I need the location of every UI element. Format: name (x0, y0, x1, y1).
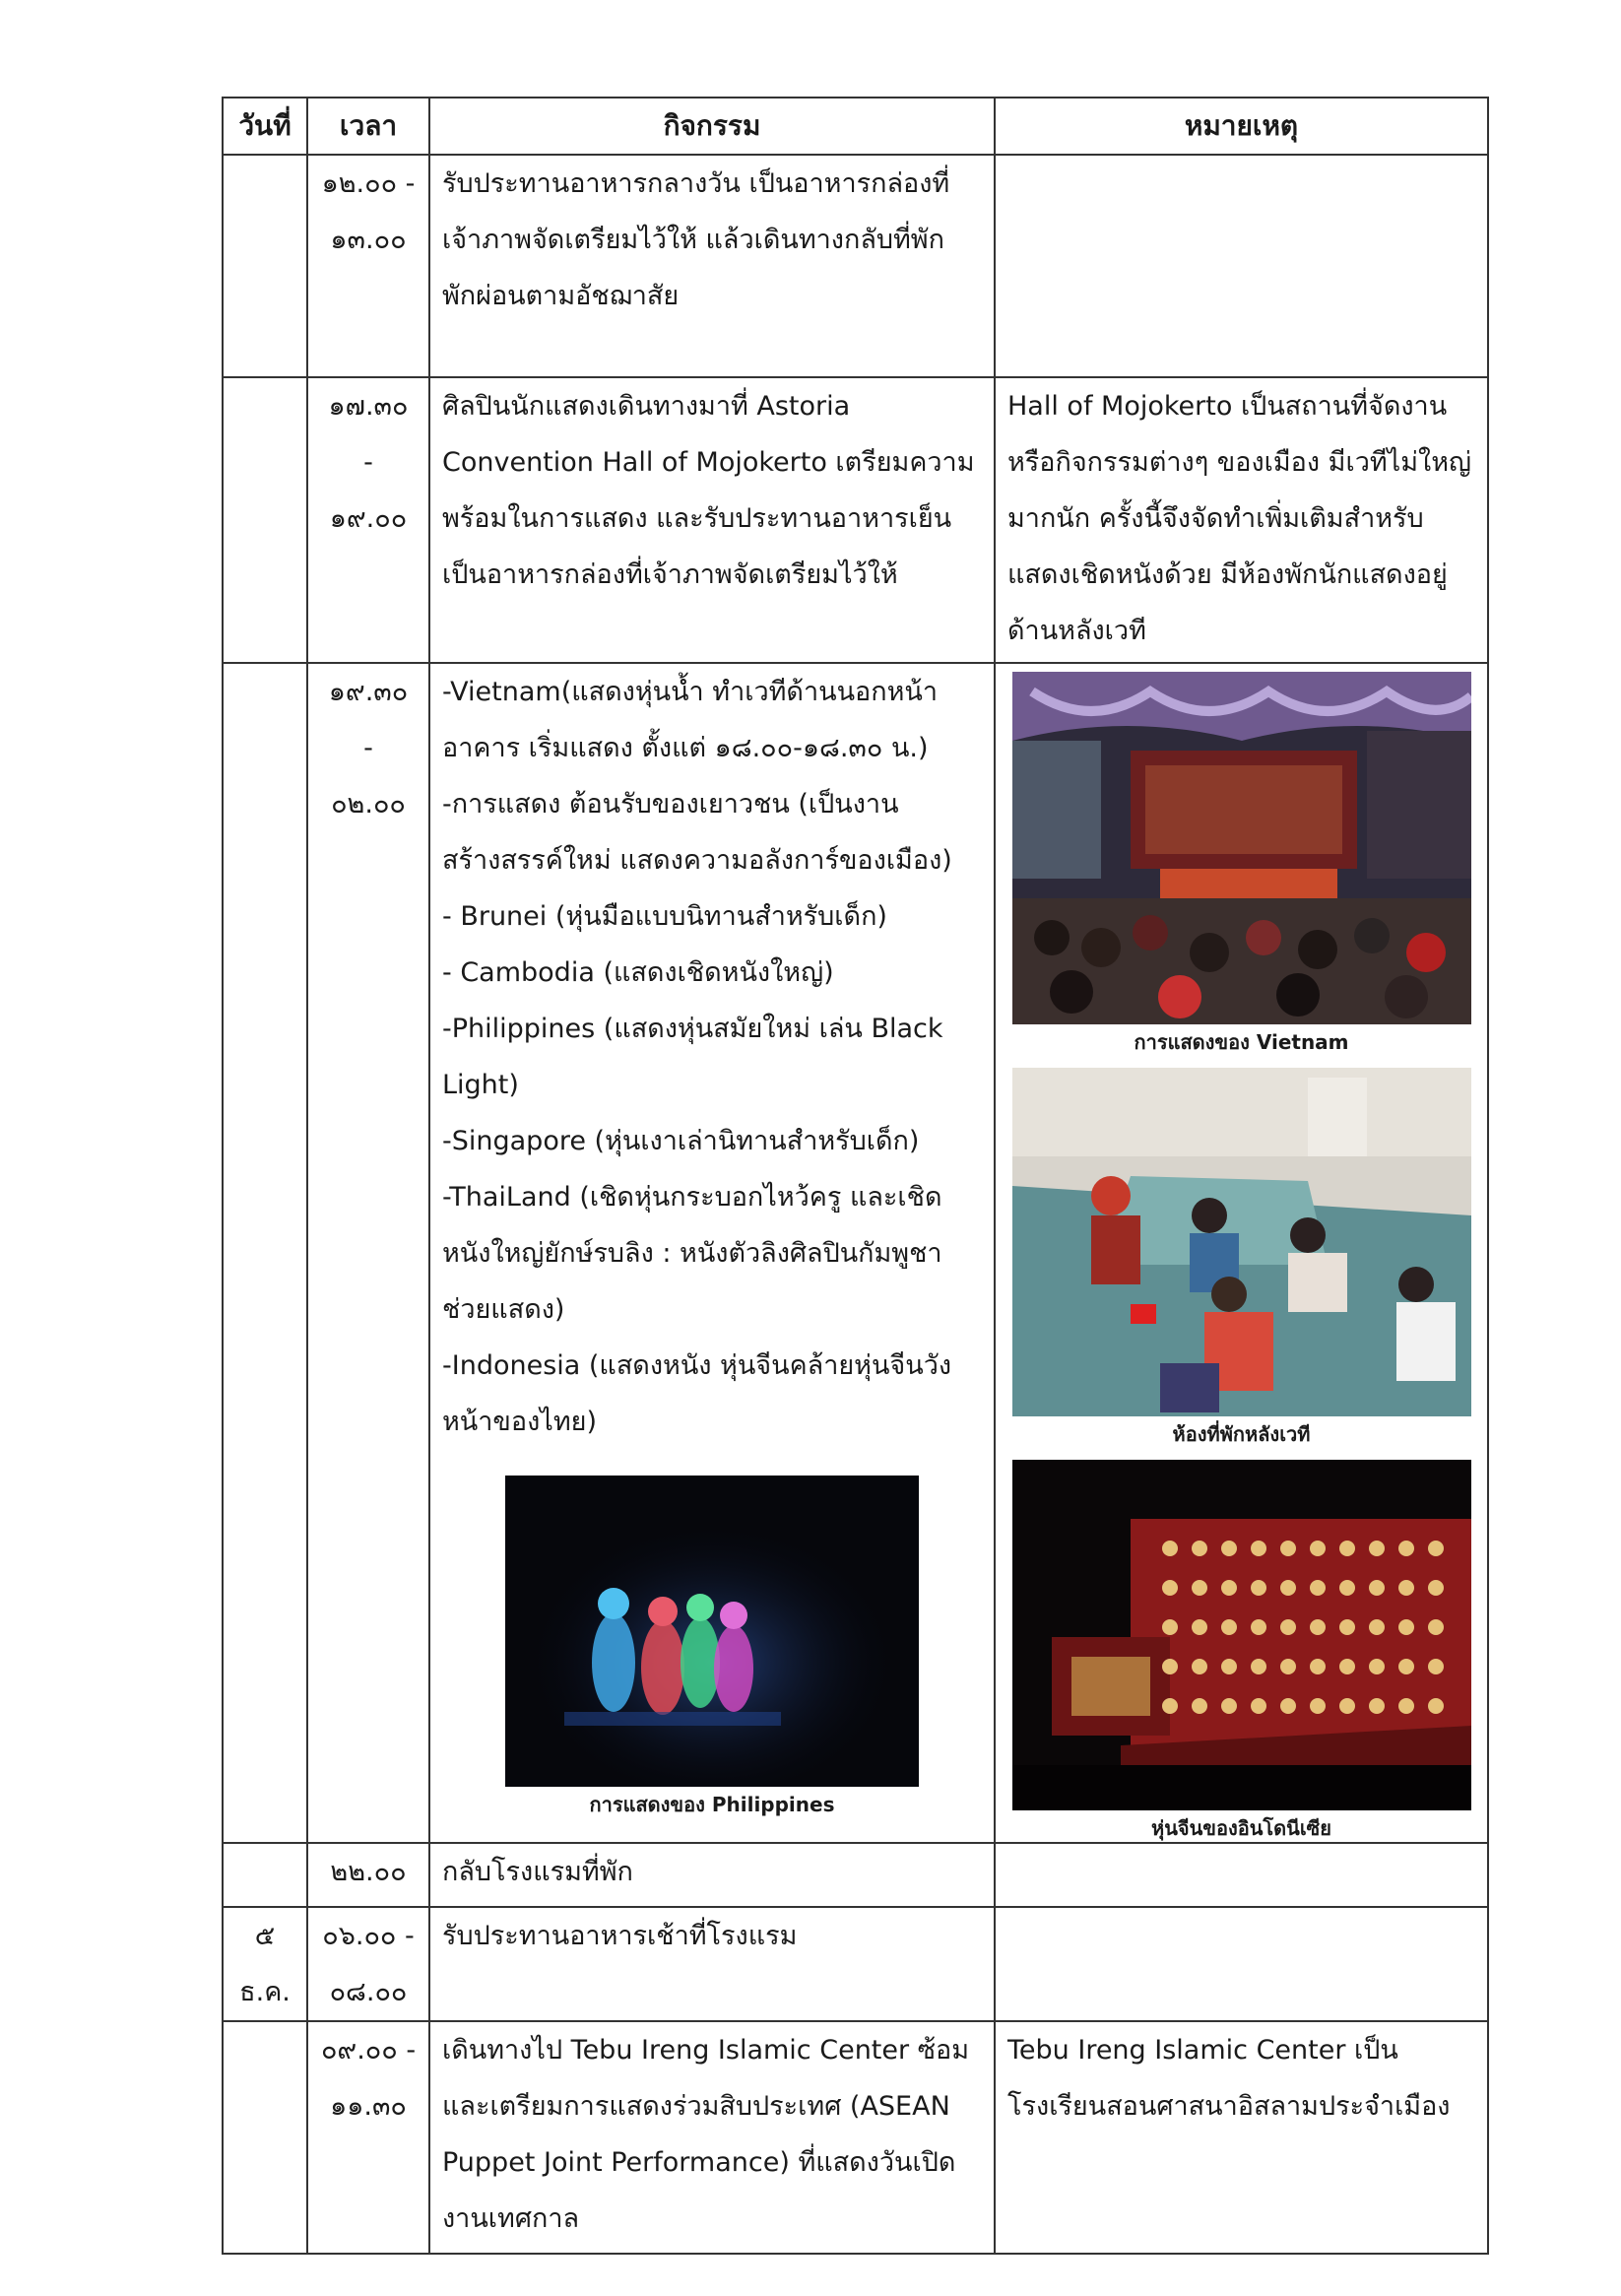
activity-cell (429, 663, 995, 1843)
table-row (223, 155, 1488, 377)
time-cell: ๑๙.๓๐ - ๐๒.๐๐ (307, 663, 429, 1843)
time-cell: ๒๒.๐๐ (307, 1843, 429, 1907)
activity-cell: กลับโรงแรมที่พัก (429, 1843, 995, 1907)
vietnam-performance-photo (1012, 672, 1471, 1024)
day-cell (223, 377, 307, 663)
activity-cell: ศิลปินนักแสดงเดินทางมาที่ Astoria Convention Hall of Mojokerto เตรียมความ พร้อมในการแสดง และรับประทานอาหารเย็น เป็นอาหารกล่องที่เจ้าภาพจัดเตรียมไว้ให้ (429, 377, 995, 663)
table-row (223, 377, 1488, 663)
header-time: เวลา (307, 98, 429, 155)
photo-caption: การแสดงของ Philippines (589, 1793, 835, 1816)
photo-caption: หุ่นจีนของอินโดนีเซีย (1151, 1816, 1331, 1840)
header-day: วันที่ (223, 98, 307, 155)
table-row (223, 1843, 1488, 1907)
backstage-room-photo (1012, 1068, 1471, 1416)
time-cell: ๐๖.๐๐ - ๐๘.๐๐ (307, 1907, 429, 2021)
table-row (223, 2021, 1488, 2254)
day-cell (223, 1843, 307, 1907)
table-row (223, 1907, 1488, 2021)
day-cell (223, 663, 307, 1843)
note-cell: Tebu Ireng Islamic Center เป็น โรงเรียนสอนศาสนาอิสลามประจำเมือง (995, 2021, 1488, 2254)
activity-cell: รับประทานอาหารกลางวัน เป็นอาหารกล่องที่ เจ้าภาพจัดเตรียมไว้ให้ แล้วเดินทางกลับที่พัก พักผ่อนตามอัชฌาสัย (429, 155, 995, 377)
note-cell (995, 1907, 1488, 2021)
indonesian-puppets-photo (1012, 1460, 1471, 1810)
photo-caption: ห้องที่พักหลังเวที (1172, 1422, 1311, 1446)
note-cell (995, 1843, 1488, 1907)
header-note: หมายเหตุ (995, 98, 1488, 155)
photo-caption: การแสดงของ Vietnam (1134, 1030, 1349, 1054)
time-cell: ๑๗.๓๐ - ๑๙.๐๐ (307, 377, 429, 663)
day-cell (223, 2021, 307, 2254)
philippines-performance-photo (505, 1476, 919, 1787)
activity-cell: เดินทางไป Tebu Ireng Islamic Center ซ้อม และเตรียมการแสดงร่วมสิบประเทศ (ASEAN Puppet Joint Performance) ที่แสดงวันเปิด งานเทศกาล (429, 2021, 995, 2254)
table-row (223, 663, 1488, 1843)
day-cell: ๕ ธ.ค. (223, 1907, 307, 2021)
time-cell: ๑๒.๐๐ - ๑๓.๐๐ (307, 155, 429, 377)
note-cell (995, 155, 1488, 377)
day-cell (223, 155, 307, 377)
activity-photo (442, 1476, 982, 1818)
header-activity: กิจกรรม (429, 98, 995, 155)
schedule-table (222, 97, 1489, 2255)
note-cell (995, 663, 1488, 1843)
note-cell: Hall of Mojokerto เป็นสถานที่จัดงาน หรือกิจกรรมต่างๆ ของเมือง มีเวทีไม่ใหญ่ มากนัก ครั้งนี้จึงจัดทำเพิ่มเติมสำหรับ แสดงเชิดหนังด้วย มีห้องพักนักแสดงอยู่ ด้านหลังเวที (995, 377, 1488, 663)
activity-cell: รับประทานอาหารเช้าที่โรงแรม (429, 1907, 995, 2021)
activity-text: -Vietnam(แสดงหุ่นน้ำ ทำเวทีด้านนอกหน้า อาคาร เริ่มแสดง ตั้งแต่ ๑๘.๐๐-๑๘.๓๐ น.) -การแสดง ต้อนรับของเยาวชน (เป็นงาน สร้างสรรค์ใหม่ แสดงความอลังการ์ของเมือง) - Brunei (หุ่นมือแบบนิทานสำหรับเด็ก) - Cambodia (แสดงเชิดหนังใหญ่) -Philippines (แสดงหุ่นสมัยใหม่ เล่น Black Light) -Singapore (หุ่นเงาเล่านิทานสำหรับเด็ก) -ThaiLand (เชิดหุ่นกระบอกไหว้ครู และเชิด หนังใหญ่ยักษ์รบลิง : หนังตัวลิงศิลปินกัมพูชา ช่วยแสดง) -Indonesia (แสดงหนัง หุ่นจีนคล้ายหุ่นจีนวัง หน้าของไทย) (442, 677, 952, 1437)
time-cell: ๐๙.๐๐ - ๑๑.๓๐ (307, 2021, 429, 2254)
header-row (223, 98, 1488, 155)
